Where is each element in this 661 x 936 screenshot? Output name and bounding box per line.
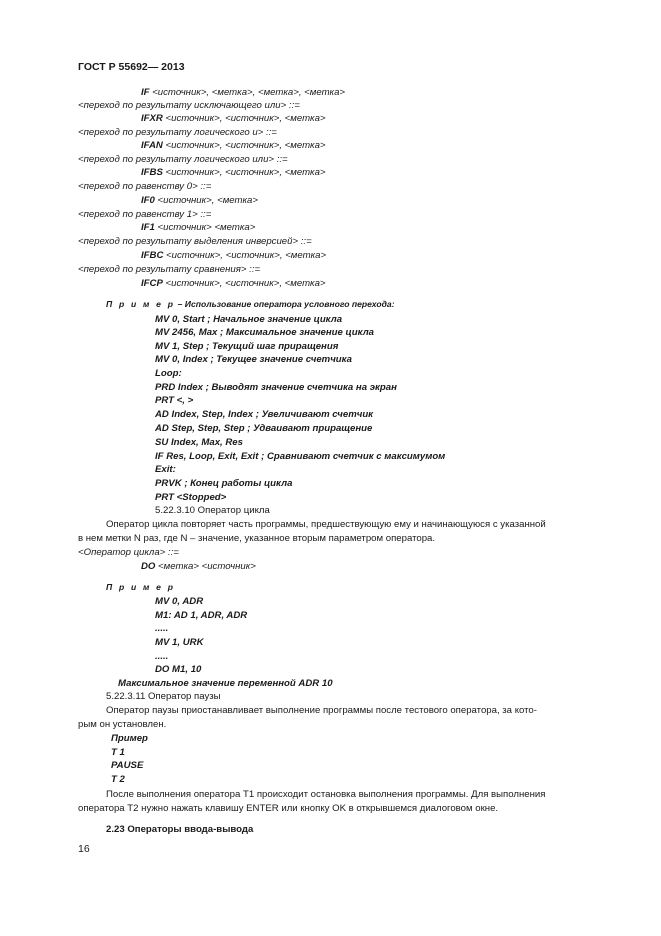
paragraph-line: оператора Т2 нужно нажать клавишу ENTER или кнопку OK в открывшемся диалоговом окне. [78, 803, 499, 814]
grammar-line [141, 277, 326, 290]
args: <источник>, <источник>, <метка> [163, 250, 327, 261]
keyword: IF1 [141, 222, 155, 233]
code-line: PRVK ; Конец работы цикла [155, 478, 293, 489]
code-line: ..... [155, 623, 169, 634]
code-line: PRT <Stopped> [155, 492, 227, 503]
page-number: 16 [78, 843, 90, 855]
grammar-rule: <переход по результату исключающего или> ::= [78, 100, 300, 111]
example-text: – Использование оператора условного перехода: [175, 299, 395, 309]
code-line: PRT <, > [155, 395, 194, 406]
grammar-line [141, 112, 326, 125]
args: <источник>, <метка> [154, 195, 258, 206]
code-line: MV 0, Start ; Начальное значение цикла [155, 314, 343, 325]
code-line: T 1 [111, 747, 125, 758]
keyword: IFAN [141, 140, 163, 151]
code-line: PRD Index ; Выводят значение счетчика на экран [155, 382, 397, 393]
grammar-rule: <Оператор цикла> ::= [78, 547, 179, 558]
grammar-line [141, 560, 256, 573]
args: <источник>, <источник>, <метка> [162, 167, 326, 178]
section-heading: 5.22.3.10 Оператор цикла [155, 505, 270, 516]
section-heading: 5.22.3.11 Оператор паузы [106, 691, 221, 702]
code-line: T 2 [111, 774, 125, 785]
code-line: AD Step, Step, Step ; Удваивают приращение [155, 423, 373, 434]
paragraph-line: После выполнения оператора T1 происходит остановка выполнения программы. Для выполнения [106, 789, 546, 800]
page-header: ГОСТ Р 55692— 2013 [78, 61, 185, 73]
code-line: MV 0, Index ; Текущее значение счетчика [155, 354, 352, 365]
paragraph-line: рым он установлен. [78, 719, 167, 730]
example-label: П р и м е р [106, 582, 176, 592]
code-line: Exit: [155, 464, 176, 475]
paragraph-line: Оператор паузы приостанавливает выполнение программы после тестового оператора, за кото- [106, 705, 537, 716]
args: <источник>, <метка>, <метка>, <метка> [149, 87, 346, 98]
code-line: MV 1, URK [155, 637, 204, 648]
example-label: Пример [111, 733, 148, 744]
code-line: AD Index, Step, Index ; Увеличивают счетчик [155, 409, 374, 420]
grammar-line [141, 221, 255, 234]
keyword: IFCP [141, 278, 163, 289]
section-heading: 2.23 Операторы ввода-вывода [106, 824, 254, 835]
code-line: M1: AD 1, ADR, ADR [155, 610, 248, 621]
code-line: DO M1, 10 [155, 664, 202, 675]
grammar-rule: <переход по равенству 0> ::= [78, 181, 212, 192]
grammar-rule: <переход по равенству 1> ::= [78, 209, 212, 220]
code-line: MV 0, ADR [155, 596, 204, 607]
grammar-rule: <переход по результату выделения инверсией> ::= [78, 236, 312, 247]
example-note: Максимальное значение переменной ADR 10 [118, 678, 333, 689]
keyword: DO [141, 561, 156, 572]
example-label: П р и м е р [106, 299, 176, 309]
args: <метка> <источник> [155, 561, 256, 572]
keyword: IF [141, 87, 150, 98]
keyword: IFBC [141, 250, 164, 261]
code-line: PAUSE [111, 760, 144, 771]
keyword: IFBS [141, 167, 163, 178]
args: <источник>, <источник>, <метка> [162, 278, 326, 289]
keyword: IF0 [141, 195, 155, 206]
grammar-rule: <переход по результату сравнения> ::= [78, 264, 261, 275]
code-line: IF Res, Loop, Exit, Exit ; Сравнивают счетчик с максимумом [155, 451, 446, 462]
grammar-line [141, 194, 258, 207]
grammar-rule: <переход по результату логического и> ::= [78, 127, 277, 138]
code-line: ..... [155, 651, 169, 662]
code-line: SU Index, Max, Res [155, 437, 243, 448]
code-line: MV 2456, Max ; Максимальное значение цикла [155, 327, 374, 338]
grammar-rule: <переход по результату логического или> ::= [78, 154, 288, 165]
grammar-line [141, 249, 326, 262]
args: <источник>, <источник>, <метка> [162, 113, 326, 124]
paragraph-line: Оператор цикла повторяет часть программы, предшествующую ему и начинающуюся с указанной [106, 519, 546, 530]
grammar-line [141, 86, 345, 99]
keyword: IFXR [141, 113, 163, 124]
code-line: MV 1, Step ; Текущий шаг приращения [155, 341, 339, 352]
code-line: Loop: [155, 368, 182, 379]
args: <источник>, <источник>, <метка> [162, 140, 326, 151]
grammar-line [141, 166, 326, 179]
grammar-line [141, 139, 326, 152]
args: <источник> <метка> [154, 222, 256, 233]
paragraph-line: в нем метки N раз, где N – значение, указанное вторым параметром оператора. [78, 533, 436, 544]
example-caption [106, 298, 395, 311]
